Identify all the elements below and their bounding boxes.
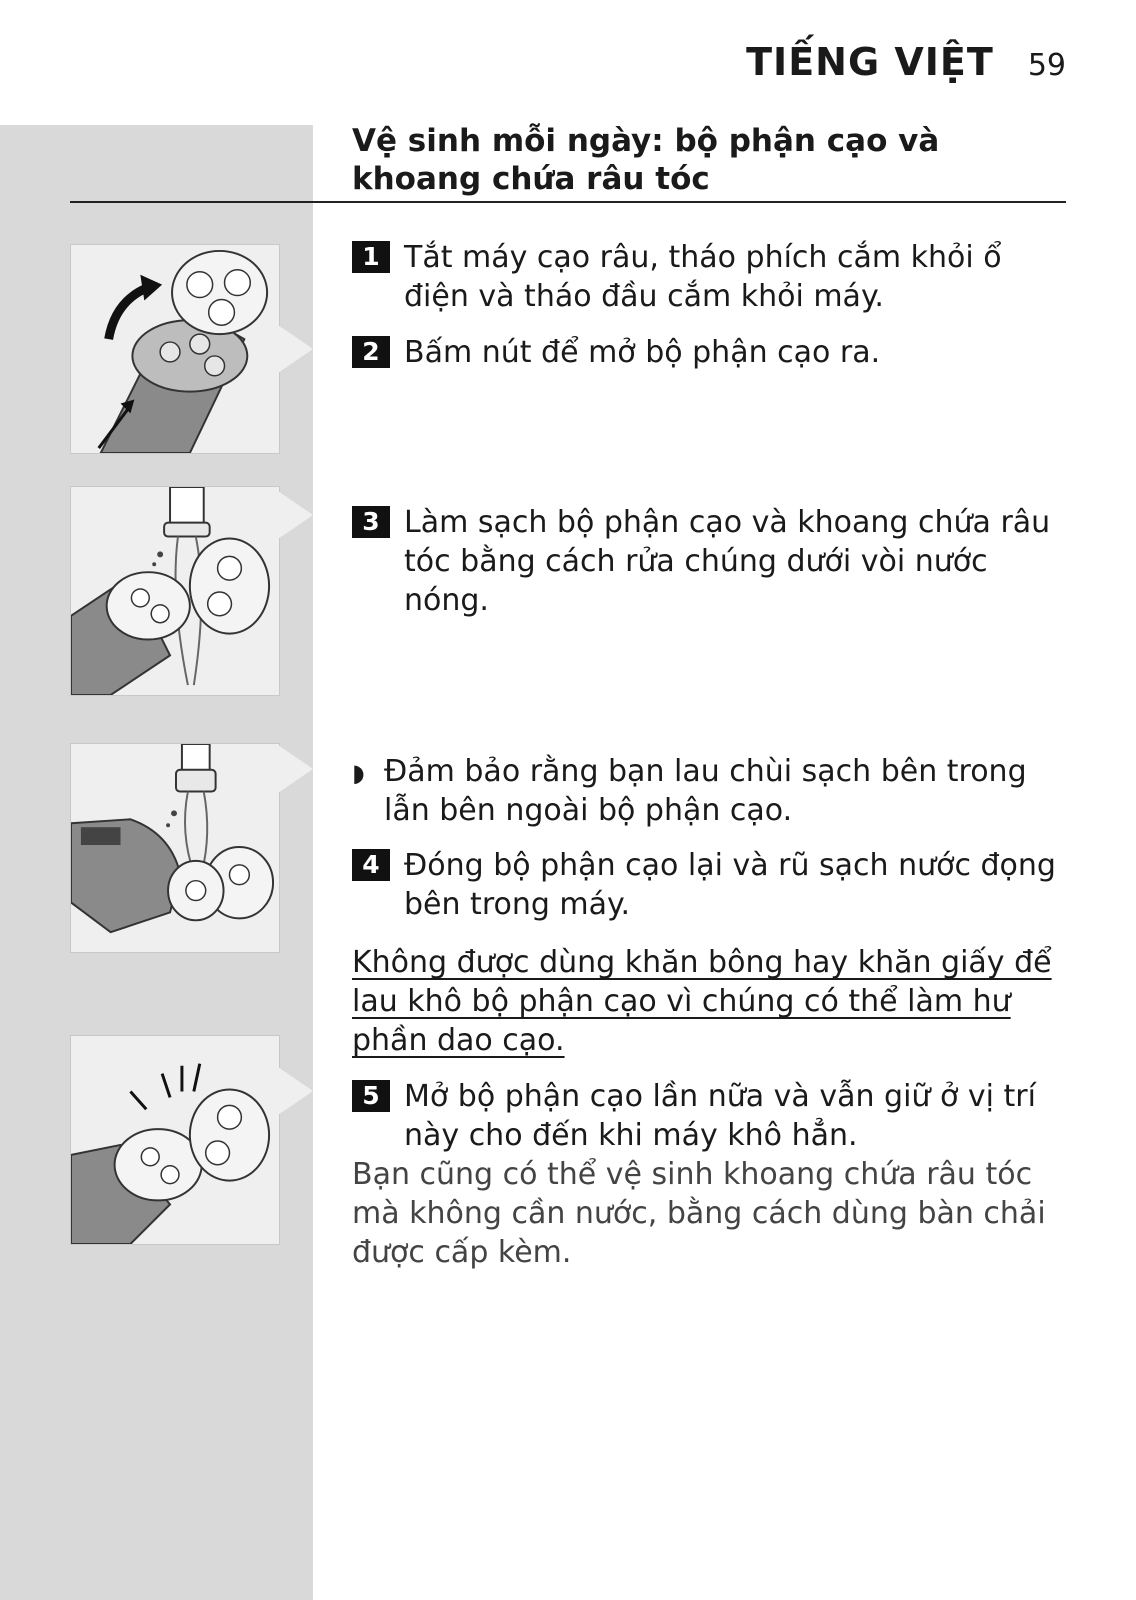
illustration-pointer bbox=[278, 1067, 313, 1115]
warning-text-content: Không được dùng khăn bông hay khăn giấy để lau khô bộ phận cạo vì chúng có thể làm hư phần dao cạo. bbox=[352, 945, 1052, 1058]
step-text: Tắt máy cạo râu, tháo phích cắm khỏi ổ điện và tháo đầu cắm khỏi máy. bbox=[404, 240, 1002, 314]
step-4 bbox=[352, 846, 1072, 924]
shaver-rinse-tap-icon bbox=[70, 486, 280, 696]
note-text: Bạn cũng có thể vệ sinh khoang chứa râu tóc mà không cần nước, bằng cách dùng bàn chải được cấp kèm. bbox=[352, 1157, 1046, 1270]
illustration-pointer bbox=[278, 745, 313, 793]
step-number-badge: 2 bbox=[352, 336, 390, 368]
step-number-badge: 3 bbox=[352, 506, 390, 538]
shaver-open-unit-icon bbox=[70, 244, 280, 454]
step-text: Bấm nút để mở bộ phận cạo ra. bbox=[404, 335, 881, 370]
step-number-badge: 5 bbox=[352, 1080, 390, 1112]
step-2 bbox=[352, 333, 1072, 372]
step-number-badge: 4 bbox=[352, 849, 390, 881]
bullet-item bbox=[352, 752, 1072, 830]
shaver-dry-open-icon bbox=[70, 1035, 280, 1245]
section-title: Vệ sinh mỗi ngày: bộ phận cạo và khoang chứa râu tóc bbox=[352, 123, 940, 197]
illustration-pointer bbox=[278, 325, 313, 373]
step-1 bbox=[352, 238, 1072, 316]
warning-text bbox=[352, 943, 1072, 1060]
shaver-rinse-side-icon bbox=[70, 743, 280, 953]
step-3 bbox=[352, 503, 1072, 620]
step-5 bbox=[352, 1077, 1072, 1155]
illustration-pointer bbox=[278, 491, 313, 539]
step-text: Đóng bộ phận cạo lại và rũ sạch nước đọng bên trong máy. bbox=[404, 848, 1056, 922]
title-rule bbox=[70, 201, 1066, 203]
bullet-icon: ◗ bbox=[352, 759, 365, 787]
page-header bbox=[746, 40, 1066, 84]
bullet-text: Đảm bảo rằng bạn lau chùi sạch bên trong lẫn bên ngoài bộ phận cạo. bbox=[384, 754, 1027, 828]
step-text: Mở bộ phận cạo lần nữa và vẫn giữ ở vị trí này cho đến khi máy khô hẳn. bbox=[404, 1079, 1036, 1153]
step-text: Làm sạch bộ phận cạo và khoang chứa râu tóc bằng cách rửa chúng dưới vòi nước nóng. bbox=[404, 505, 1051, 618]
step-number-badge: 1 bbox=[352, 241, 390, 273]
page-number: 59 bbox=[1027, 48, 1066, 83]
language-title: TIẾNG VIỆT bbox=[746, 40, 994, 84]
